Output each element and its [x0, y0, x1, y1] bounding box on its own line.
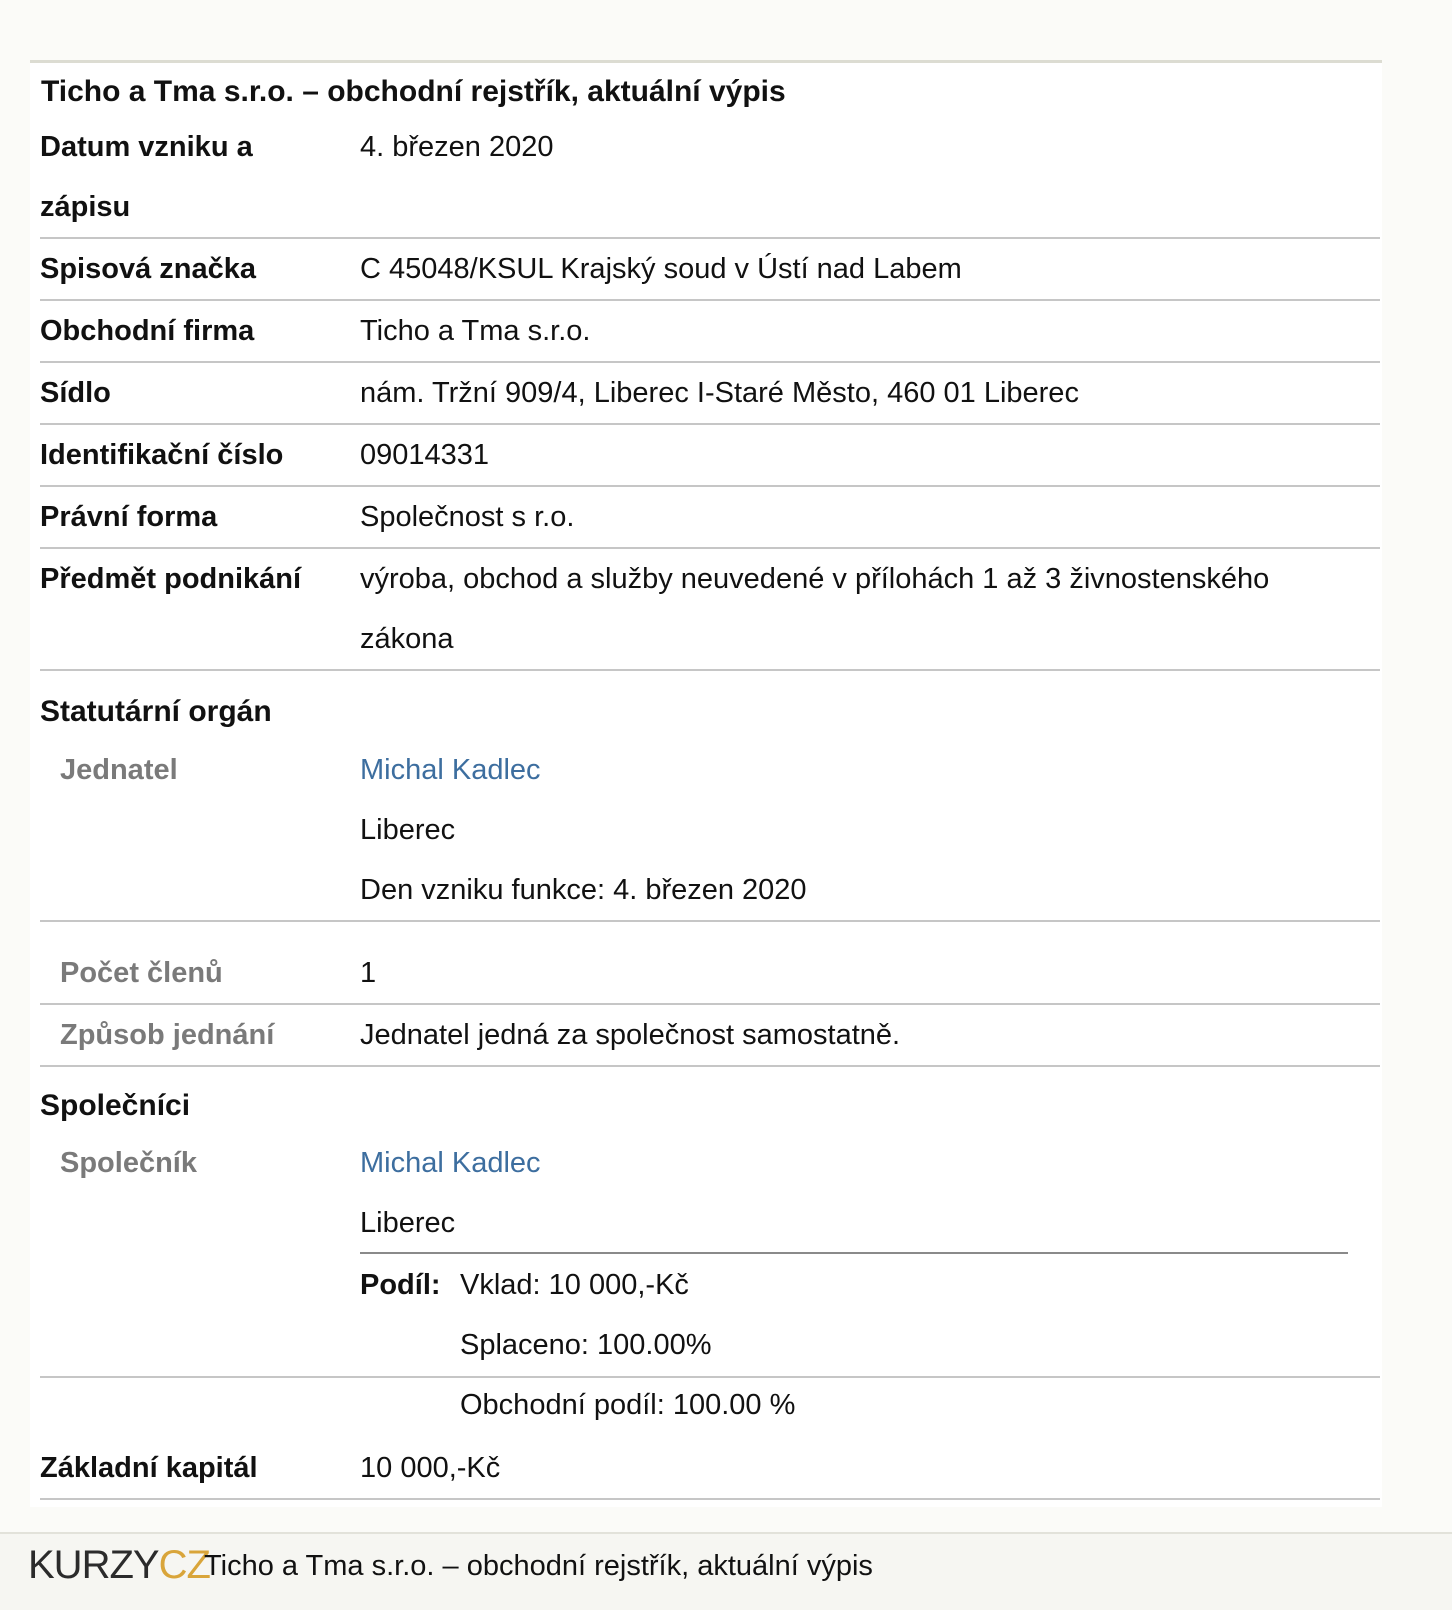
row-spisova-znacka: [40, 239, 1380, 301]
footer-text: Ticho a Tma s.r.o. – obchodní rejstřík, aktuální výpis: [204, 1550, 873, 1582]
jednatel-label: Jednatel: [60, 754, 178, 786]
spisova-value: C 45048/KSUL Krajský soud v Ústí nad Labem: [360, 253, 962, 285]
datum-label-line1: Datum vzniku a: [40, 131, 253, 163]
podil-divider: [360, 1252, 1348, 1254]
forma-value: Společnost s r.o.: [360, 501, 575, 533]
kapital-value: 10 000,-Kč: [360, 1452, 501, 1484]
jednatel-city: Liberec: [360, 814, 456, 846]
forma-label: Právní forma: [40, 501, 218, 533]
pocet-label: Počet členů: [60, 957, 223, 989]
section-heading-statutarni: Statutární orgán: [40, 695, 272, 728]
sidlo-value: nám. Tržní 909/4, Liberec I-Staré Město, 460 01 Liberec: [360, 377, 1079, 409]
row-zpusob-jednani: [40, 1005, 1380, 1067]
kapital-label: Základní kapitál: [40, 1452, 258, 1484]
spisova-label: Spisová značka: [40, 253, 256, 285]
jednatel-value: [360, 740, 1360, 920]
ico-label: Identifikační číslo: [40, 439, 284, 471]
row-sidlo: [40, 363, 1380, 425]
row-obchodni-firma: [40, 301, 1380, 363]
pocet-value: 1: [360, 957, 377, 989]
spolecnik-name-link[interactable]: Michal Kadlec: [360, 1147, 541, 1179]
row-spolecnici-bottom-divider: [40, 1376, 1380, 1378]
podil-label: Podíl:: [360, 1269, 441, 1301]
datum-label: [40, 117, 340, 237]
podil-vklad: Vklad: 10 000,-Kč: [460, 1269, 689, 1301]
row-datum-vzniku: [40, 117, 1380, 239]
row-spolecnik: [40, 1133, 1380, 1253]
podil-splaceno: Splaceno: 100.00%: [460, 1329, 712, 1361]
sidlo-label: Sídlo: [40, 377, 111, 409]
firma-value: Ticho a Tma s.r.o.: [360, 315, 591, 347]
logo-part2: CZ: [158, 1543, 210, 1587]
row-jednatel: [40, 740, 1380, 922]
section-heading-spolecnici: Společníci: [40, 1089, 191, 1122]
ico-value: 09014331: [360, 439, 490, 471]
datum-label-line2: zápisu: [40, 191, 131, 223]
datum-value: 4. březen 2020: [360, 131, 554, 163]
page-title: Ticho a Tma s.r.o. – obchodní rejstřík, aktuální výpis: [41, 75, 786, 108]
row-pravni-forma: [40, 487, 1380, 549]
firma-label: Obchodní firma: [40, 315, 255, 347]
row-predmet-podnikani: [40, 549, 1380, 671]
jednatel-since: Den vzniku funkce: 4. březen 2020: [360, 874, 807, 906]
logo-part1: KURZY: [28, 1543, 159, 1587]
predmet-value-line2: zákona: [360, 623, 454, 655]
podil-obchodni: Obchodní podíl: 100.00 %: [460, 1389, 796, 1421]
row-ico: [40, 425, 1380, 487]
predmet-value: [360, 549, 1360, 669]
kurzy-logo[interactable]: [28, 1540, 210, 1590]
predmet-value-line1: výroba, obchod a služby neuvedené v přílohách 1 až 3 živnostenského: [360, 563, 1270, 595]
predmet-label: Předmět podnikání: [40, 563, 302, 595]
spolecnik-label: Společník: [60, 1147, 197, 1179]
podil-values: [460, 1255, 795, 1435]
row-zakladni-kapital: [40, 1438, 1380, 1500]
spolecnik-value: [360, 1133, 1360, 1253]
zpusob-label: Způsob jednání: [60, 1019, 275, 1051]
jednatel-name-link[interactable]: Michal Kadlec: [360, 754, 541, 786]
zpusob-value: Jednatel jedná za společnost samostatně.: [360, 1019, 901, 1051]
spolecnik-city: Liberec: [360, 1207, 456, 1239]
row-pocet-clenu: [40, 943, 1380, 1005]
